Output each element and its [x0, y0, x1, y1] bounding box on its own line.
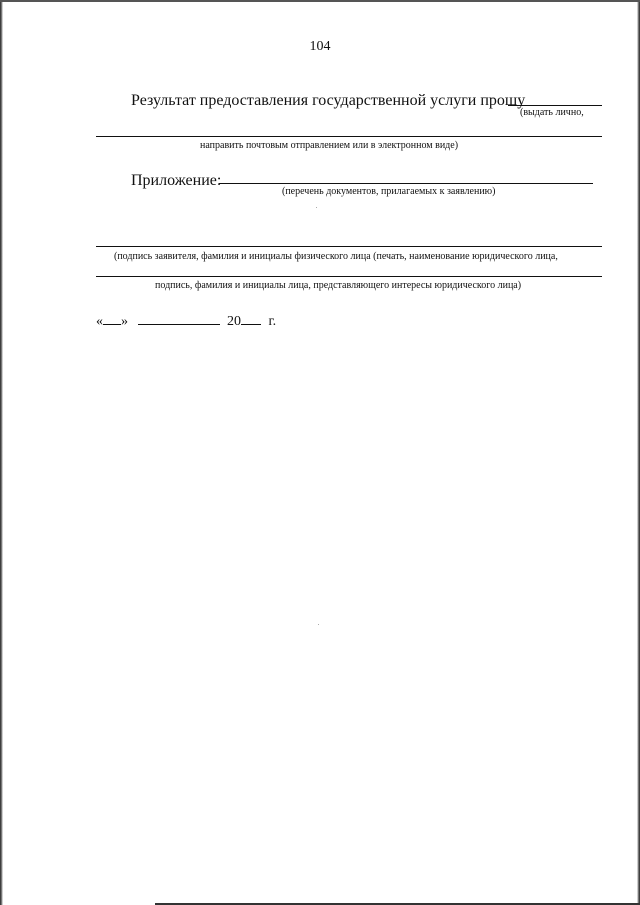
date-year-prefix: 20 [227, 314, 241, 329]
note-delivery-method: направить почтовым отправлением или в электронном виде) [200, 140, 459, 151]
applicant-signature-line[interactable] [96, 246, 602, 247]
date-row [96, 312, 276, 330]
date-year-suffix: г. [268, 314, 277, 329]
note-issue-personally: (выдать лично, [520, 107, 584, 118]
date-month-field[interactable] [138, 312, 220, 325]
note-representative-signature: подпись, фамилия и инициалы лица, представляющего интересы юридического лица) [155, 280, 522, 291]
note-applicant-signature: (подпись заявителя, фамилия и инициалы физического лица (печать, наименование юридического лица, [114, 251, 558, 262]
delivery-method-line[interactable] [96, 136, 602, 137]
note-attached-documents: (перечень документов, прилагаемых к заявлению) [282, 186, 496, 197]
scan-speck [316, 207, 317, 208]
result-request-blank-line[interactable] [508, 105, 602, 106]
scan-edge-top [0, 0, 640, 2]
date-close-quote: » [121, 314, 128, 329]
representative-signature-line[interactable] [96, 276, 602, 277]
page-number: 104 [309, 39, 331, 54]
attachment-blank-line[interactable] [219, 183, 593, 184]
date-year-field[interactable] [241, 312, 261, 325]
attachment-label: Приложение: [131, 172, 222, 189]
scan-edge-left [0, 0, 3, 905]
date-day-field[interactable] [103, 312, 121, 325]
scan-speck [318, 624, 319, 625]
result-request-label: Результат предоставления государственной услуги прошу [131, 92, 526, 109]
date-open-quote: « [96, 314, 103, 329]
